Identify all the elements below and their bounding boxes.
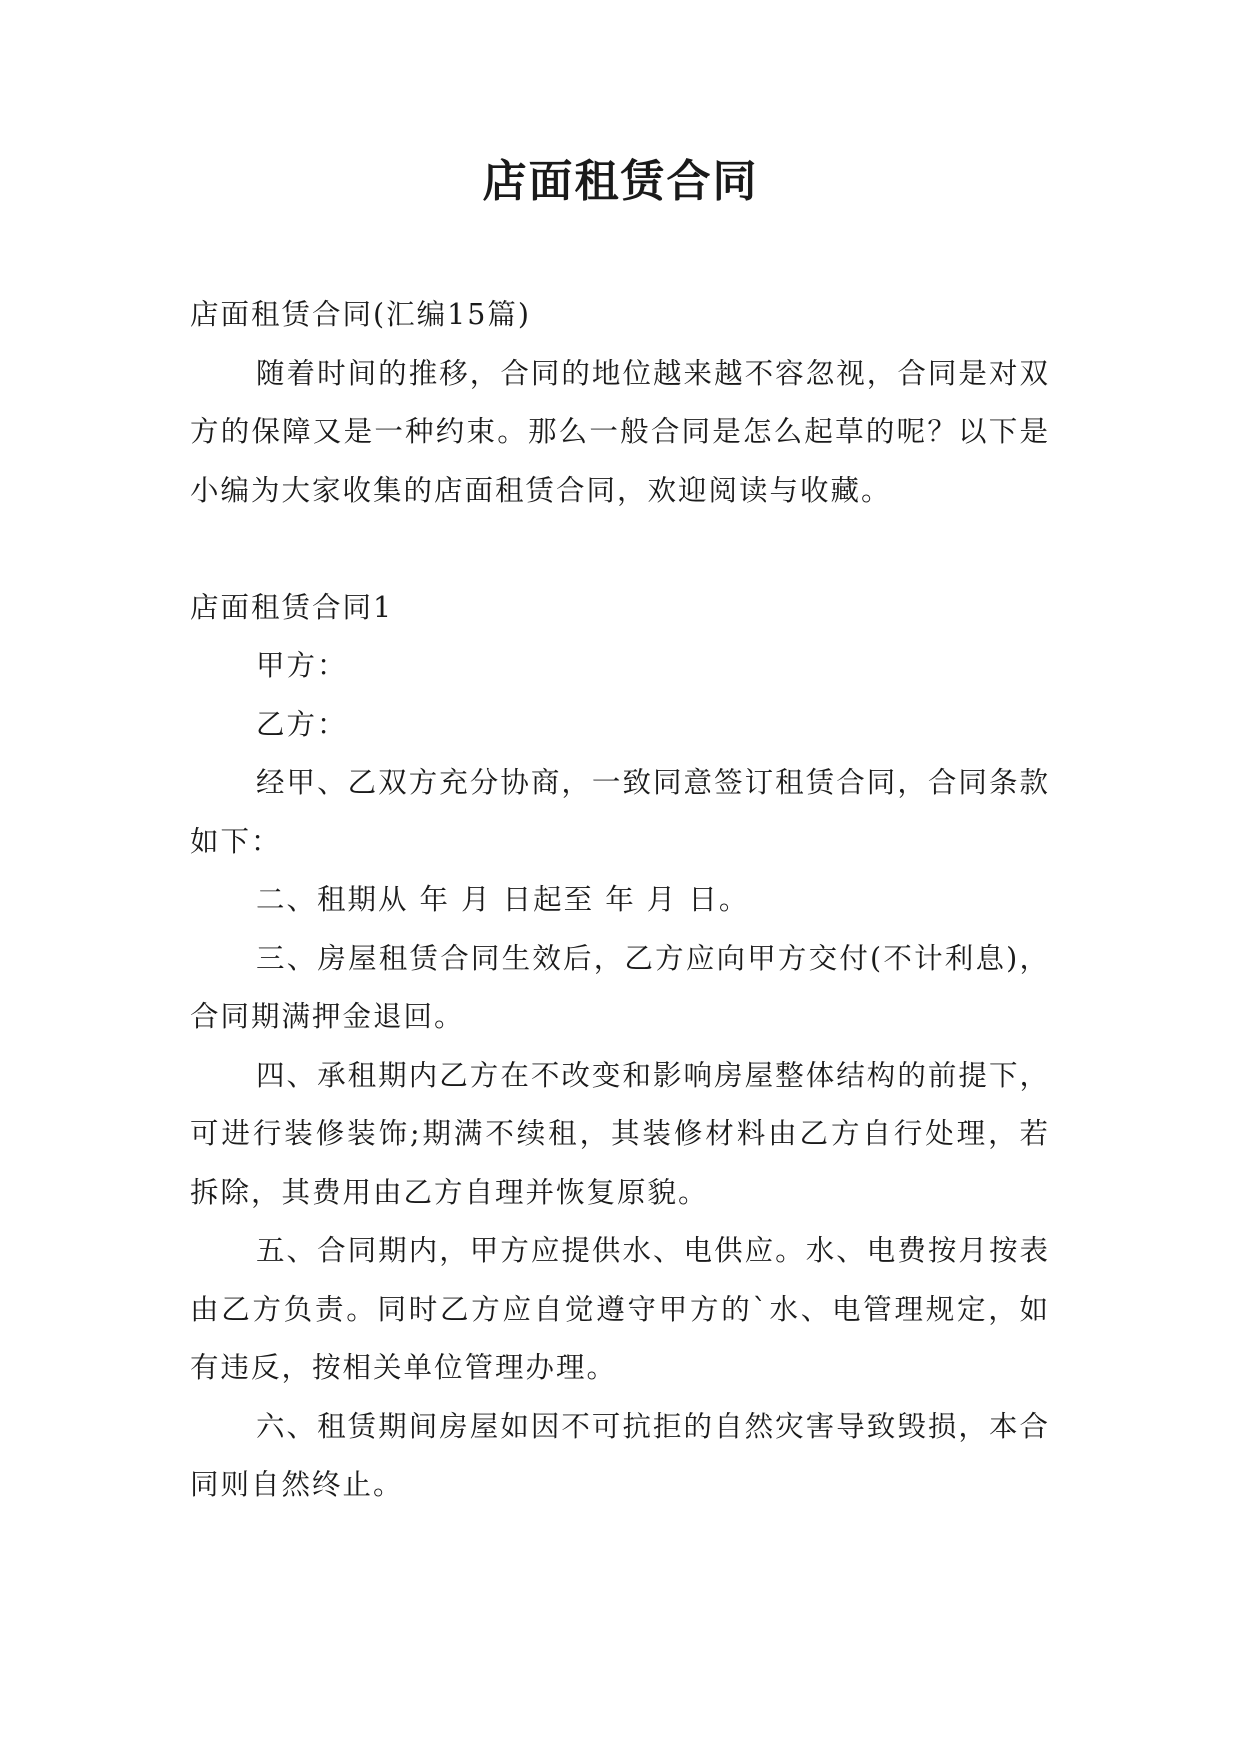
intro-paragraph: 随着时间的推移，合同的地位越来越不容忽视，合同是对双方的保障又是一种约束。那么一般合同是怎么起草的呢？以下是小编为大家收集的店面租赁合同，欢迎阅读与收藏。 (190, 356, 1050, 507)
contract-paragraph: 四、承租期内乙方在不改变和影响房屋整体结构的前提下，可进行装修装饰;期满不续租，其装修材料由乙方自行处理，若拆除，其费用由乙方自理并恢复原貌。 (190, 1058, 1050, 1209)
contract-paragraph: 五、合同期内，甲方应提供水、电供应。水、电费按月按表由乙方负责。同时乙方应自觉遵守甲方的`水、电管理规定，如有违反，按相关单位管理办理。 (190, 1234, 1050, 1384)
document-subtitle: 店面租赁合同(汇编15篇) (190, 298, 532, 331)
contract-paragraph: 二、租期从 年 月 日起至 年 月 日。 (256, 883, 750, 916)
section-spacer (190, 520, 1050, 579)
contract-paragraph: 经甲、乙双方充分协商，一致同意签订租赁合同，合同条款如下： (190, 766, 1050, 858)
contract-paragraph: 三、房屋租赁合同生效后，乙方应向甲方交付(不计利息)，合同期满押金退回。 (190, 941, 1050, 1033)
document-title: 店面租赁合同 (482, 156, 759, 207)
document-body (190, 286, 1050, 1515)
party-b-label: 乙方： (256, 707, 348, 741)
party-a-label: 甲方： (256, 649, 348, 682)
section-heading: 店面租赁合同1 (190, 590, 394, 624)
contract-paragraph: 六、租赁期间房屋如因不可抗拒的自然灾害导致毁损，本合同则自然终止。 (190, 1409, 1050, 1501)
